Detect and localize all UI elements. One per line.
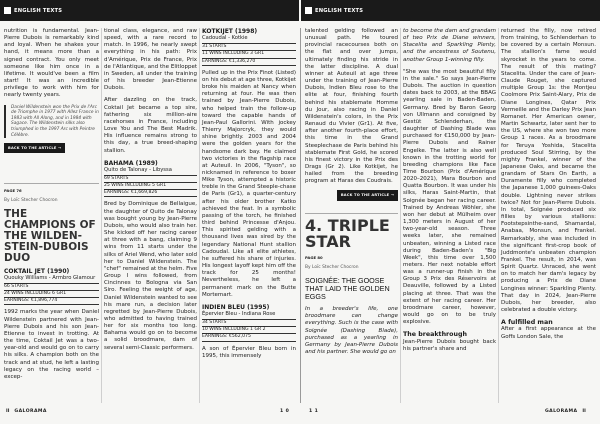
right-page-number: [309, 409, 318, 414]
body-paragraph: A son of Épervier Bleu born in 1995, this immensely: [202, 345, 296, 359]
column-5: [403, 28, 496, 358]
right-page-header: [301, 0, 600, 21]
stat-line: 11 WINS INCLUDING 3 GR1: [202, 51, 296, 58]
horse-name: INDIEN BLEU (1995): [202, 303, 270, 311]
horse-stats: [104, 175, 197, 198]
page-number: 1 0: [280, 409, 290, 414]
horse-stats: [4, 283, 99, 306]
right-footer: [545, 409, 591, 414]
stat-line: 10 WINS INCLUDING 1 GR 2: [202, 327, 296, 334]
page-reference: PAGE 80: [305, 255, 323, 261]
horse-name: KOTKIJET (1998): [202, 28, 258, 35]
column-6: [501, 28, 596, 346]
column-1: [4, 28, 99, 386]
column-divider: [498, 28, 499, 403]
horse-pedigree: Quito de Talonay - Libyssa: [104, 166, 172, 173]
body-paragraph: Bred by Dominique de Bellaigue, the daughter of Quito de Talonay was bought young by Jean-Pierre Dubois, who would also train her. She kicked off her racing career at three with a bang, claiming 9 wins from 11 starts under the silks of Ariel Wend, who later sold her to Daniel Wildenstein. The "chef" remained at the helm. Five Group I wins followed, from Cincinnes to Bologna via San Siro. Feeling the weight of age, Daniel Wildenstein wanted to see his mare run, a decision later regretted by Jean-Pierre Dubois, who admitted to having trained her for six months too long. Bahama would go on to become a solid broodmare, dam of several semi-Classic performers.: [104, 201, 197, 351]
pull-quote: Daniel Wildenstein won the Prix de l'Arc de Triomphe in 1977 with Allez France in 1983 with All Along, and in 1984 with Sagace. The Wildenstein silks also triumphed in the 1997 Arc with Peintre Célèbre.: [4, 105, 99, 139]
page-number: 1 1: [309, 409, 319, 414]
stat-line: EARNINGS: €1,336,270: [202, 59, 296, 66]
stat-line: EARNINGS: €1,896,774: [4, 298, 99, 305]
horse-stats: [202, 319, 296, 342]
horse-stats: [202, 43, 296, 66]
stat-line: 34 STARTS: [202, 320, 296, 327]
stat-line: EARNINGS: €1,669,826: [104, 190, 197, 197]
column-divider: [400, 28, 401, 403]
page-gutter: [300, 28, 301, 403]
section-heading: The breakthrough: [403, 331, 467, 339]
column-3: [202, 28, 296, 365]
horse-pedigree: Épervier Bleu - Indiana Rose: [202, 310, 276, 317]
page-reference: PAGE 76: [4, 188, 22, 194]
article-title: 4. TRIPLE STAR: [305, 215, 390, 252]
column-4: [305, 28, 398, 361]
stat-line: 24 WINS INCLUDING 6 GR1: [4, 291, 99, 298]
stat-line: 69 STARTS: [104, 176, 197, 183]
horse-pedigree: Quouky Williams - Armbro Glamour: [4, 274, 96, 281]
footer-mark: II: [6, 409, 10, 414]
back-to-article-button[interactable]: BACK TO THE ARTICLE →: [4, 143, 65, 153]
body-paragraph: talented gelding followed an unusual path. He toured provincial racecourses both on the flat and over jumps, ultimately finding his stride in the latter discipline. A dual winner at Auteuil at age three under the training of Jean-Pierre Dubois, Indien Bleu rose to the elite at four, finishing fourth behind his stablemate Homme du Jour, also racing in Daniel Wildenstein's colors, in the Prix Renaud du Vivier (Gr1). At five, after another fourth-place effort, this time in the Grand Steeplechase de Paris behind his stablemate First Gold, he scored his finest victory in the Prix des Drags (Gr 2). Like Kotkijet, he hailed from the breeding program at Haras des Coudrais.: [305, 28, 398, 185]
left-page-header: [0, 0, 299, 21]
article-subtitle: SOIGNÉE: THE GOOSE THAT LAID THE GOLDEN EGGS: [305, 275, 390, 301]
column-2: [104, 28, 197, 357]
section-label: ENGLISH TEXTS: [14, 7, 63, 14]
body-paragraph: Jean-Pierre Dubois bought back his partner's share and: [403, 338, 496, 352]
stat-line: 25 WINS INCLUDING 5 GR1: [104, 183, 197, 190]
body-paragraph: "She was the most beautiful filly in the sale." So says Jean-Pierre Dubois. The auction in question dates back to 2003, at the BBAG yearling sale in Baden-Baden, Germany. Bred by Baron Georg von Ullmann and consigned by Gestüt Schlenderhan, the daughter of Dashing Blade was purchased for €150,000 by Jean-Pierre Dubois and Rainer Engelke. The latter is also well known in the trotting world for breeding champions like Face Time Bourbon (Prix d'Amérique 2020–2021), Mara Bourbon and Quatta Bourbon. It was under his silks, Haras Saint-Martin, that Soignée began her racing career. Trained by Andreas Wöhler, she won her debut at Mülheim over 1,300 meters in August of her two-year-old season. Three weeks later, she remained unbeaten, winning a Listed race during Baden-Baden's "Big Week", this time over 1,500 meters. Her next notable effort was a runner-up finish in the Group 3 Prix des Réservoirs at Deauville, followed by a Listed placing at three. That was the extent of her racing career. Her broodmare career, however, would go on to be truly explosive.: [403, 68, 496, 326]
section-heading: A fulfilled man: [501, 319, 553, 327]
body-paragraph: After a first appearance at the Goffs London Sale, the: [501, 326, 596, 340]
left-footer: [6, 409, 47, 414]
stat-line: 66 STARTS: [4, 284, 99, 291]
back-to-article-button[interactable]: BACK TO THE ARTICLE →: [337, 190, 398, 200]
byline: By Loïc Stecher Chocron: [4, 198, 58, 204]
byline: By Loïc Stecher Chocron: [305, 265, 359, 271]
body-paragraph: nutrition is fundamental. Jean-Pierre Dubois is remarkably kind and loyal. When he shakes your hand, it means more than a signed contract. You only meet someone like him once in a lifetime. It would've been a film start! It was an incredible privilege to work with him for nearly twenty years.: [4, 28, 99, 99]
column-divider: [101, 28, 102, 403]
left-page-number: [280, 409, 289, 414]
section-label: ENGLISH TEXTS: [315, 7, 364, 14]
body-paragraph: After dazzling on the track, Coktail Jet became a top sire, fathering six million-aire racehorses in France, including Love You and The Best Madrik. His influence remains strong to this day, a true breed-shaping stallion.: [104, 97, 197, 154]
body-paragraph: returned the filly, now retired from training, to Schlenderhan to be covered by a certain Monsun. The stallion's fame would skyrocket in the years to come. The result of this mating? Stacelita. Under the care of Jean-Claude Rouget, she captured multiple Group 1s: the Montjeu Coolmore Prix Saint-Alary, Prix de Diane Longines, Qatar Prix Vermeille and the Darley Prix Jean Romanet. Her American owner, Martin Schwartz, later sent her to the US, where she won two more Group 1 races. As a broodmare for Teruya Yoshida, Stacelita produced Soul Stirring, by the mighty Frankel, winner of the Japanese Oaks, and became the grandam of Stars On Earth, a Duramente filly who completed the Japanese 1,000 guinees-Oaks double. Lightning never strikes twice? Not for Jean-Pierre Dubois. In total, Soignée produced six fillies by various stallions: Footstepsinthe-sand, Shamardal, Anabaa, Monsun, and Frankel. Remarkably, she was included in the significant first-crop book of Juddmonte's unbeaten champion Frankel. The result, in 2014, was Spirit Quartz. Unraced, she went on to match her dam's legacy by producing a Prix de Diane Longines winner: Sparkling Plenty. That day in 2024, Jean-Pierre Dubois, her breeder, also celebrated a double victory.: [501, 28, 596, 314]
body-paragraph: tional class, elegance, and raw speed, with a rare record to match. In 1996, he nearly swept everything in his path: Prix d'Amérique, Prix de France, Prix de l'Atlantique, and the Elitloppet in Sweden, all under the training of his breeder Jean-Etienne Dubois.: [104, 28, 197, 92]
stat-line: 31 STARTS: [202, 44, 296, 51]
header-square-icon: [305, 7, 312, 14]
magazine-brand: GALORAMA: [14, 409, 47, 414]
intro-paragraph: to become the dam and grandam of two Prix de Diane winners, Stacelita and Sparkling Plenty, and the ancestress of Soutenu, another Group 1-winning filly.: [403, 28, 496, 63]
horse-name: COKTAIL JET (1990): [4, 267, 70, 275]
footer-mark: II: [582, 409, 586, 414]
horse-pedigree: Cadoudal - Kotkie: [202, 35, 248, 41]
body-paragraph: 1992 marks the year when Daniel Wildenstein partnered with Jean-Pierre Dubois and his son Jean-Etienne to invest in trotting. At the time, Coktail Jet was a two-year-old and would go on to carry his silks. A champion both on the track and at stud, he left a lasting legacy on the racing world – excep-: [4, 309, 99, 380]
column-divider: [199, 28, 200, 403]
intro-paragraph: In a breeder's life, one broodmare can change everything. Such is the case with Soignée (Dashing Blade), purchased as a yearling in Germany by Jean-Pierre Dubois and his partner. She would go on: [305, 306, 398, 356]
header-square-icon: [4, 7, 11, 14]
horse-name: BAHAMA (1989): [104, 159, 158, 167]
magazine-brand: GALORAMA: [545, 409, 578, 414]
stat-line: EARNINGS: €562,075: [202, 334, 296, 341]
article-title: THE CHAMPIONS OF THE WILDEN-STEIN-DUBOIS DUO: [4, 207, 96, 264]
body-paragraph: Pulled up in the Prix Finot (Listed) on his debut at age three, Kotkijet broke his maiden at Nancy when returning at four. He was then trained by Jean-Pierre Dubois, who helped train the follow-up toward the capable hands of Jean-Paul Gallorini. With jockey Thierry Majorcryk, they would shine brightly. 2003 and 2004 were the golden years for the handsome dark bay. He claimed two victories in the flagship race at Auteuil. In 2006, "Tyson", so nicknamed in reference to boxer Mike Tyson, attempted a historic treble in the Grand Steeple-chase de Paris (Gr1), a quarter-century after his older brother Katko achieved the feat. In a symbolic passing of the torch, he finished third behind Princesse d'Anjou. This spirited gelding with a thousand lives was sired by the legendary National Hunt stallion Cadoudal. Like all elite athletes, he suffered his share of injuries. His longest layoff kept him off the track for 25 months! Nevertheless, he left a permanent mark on the Butte Mortemart.: [202, 69, 296, 298]
